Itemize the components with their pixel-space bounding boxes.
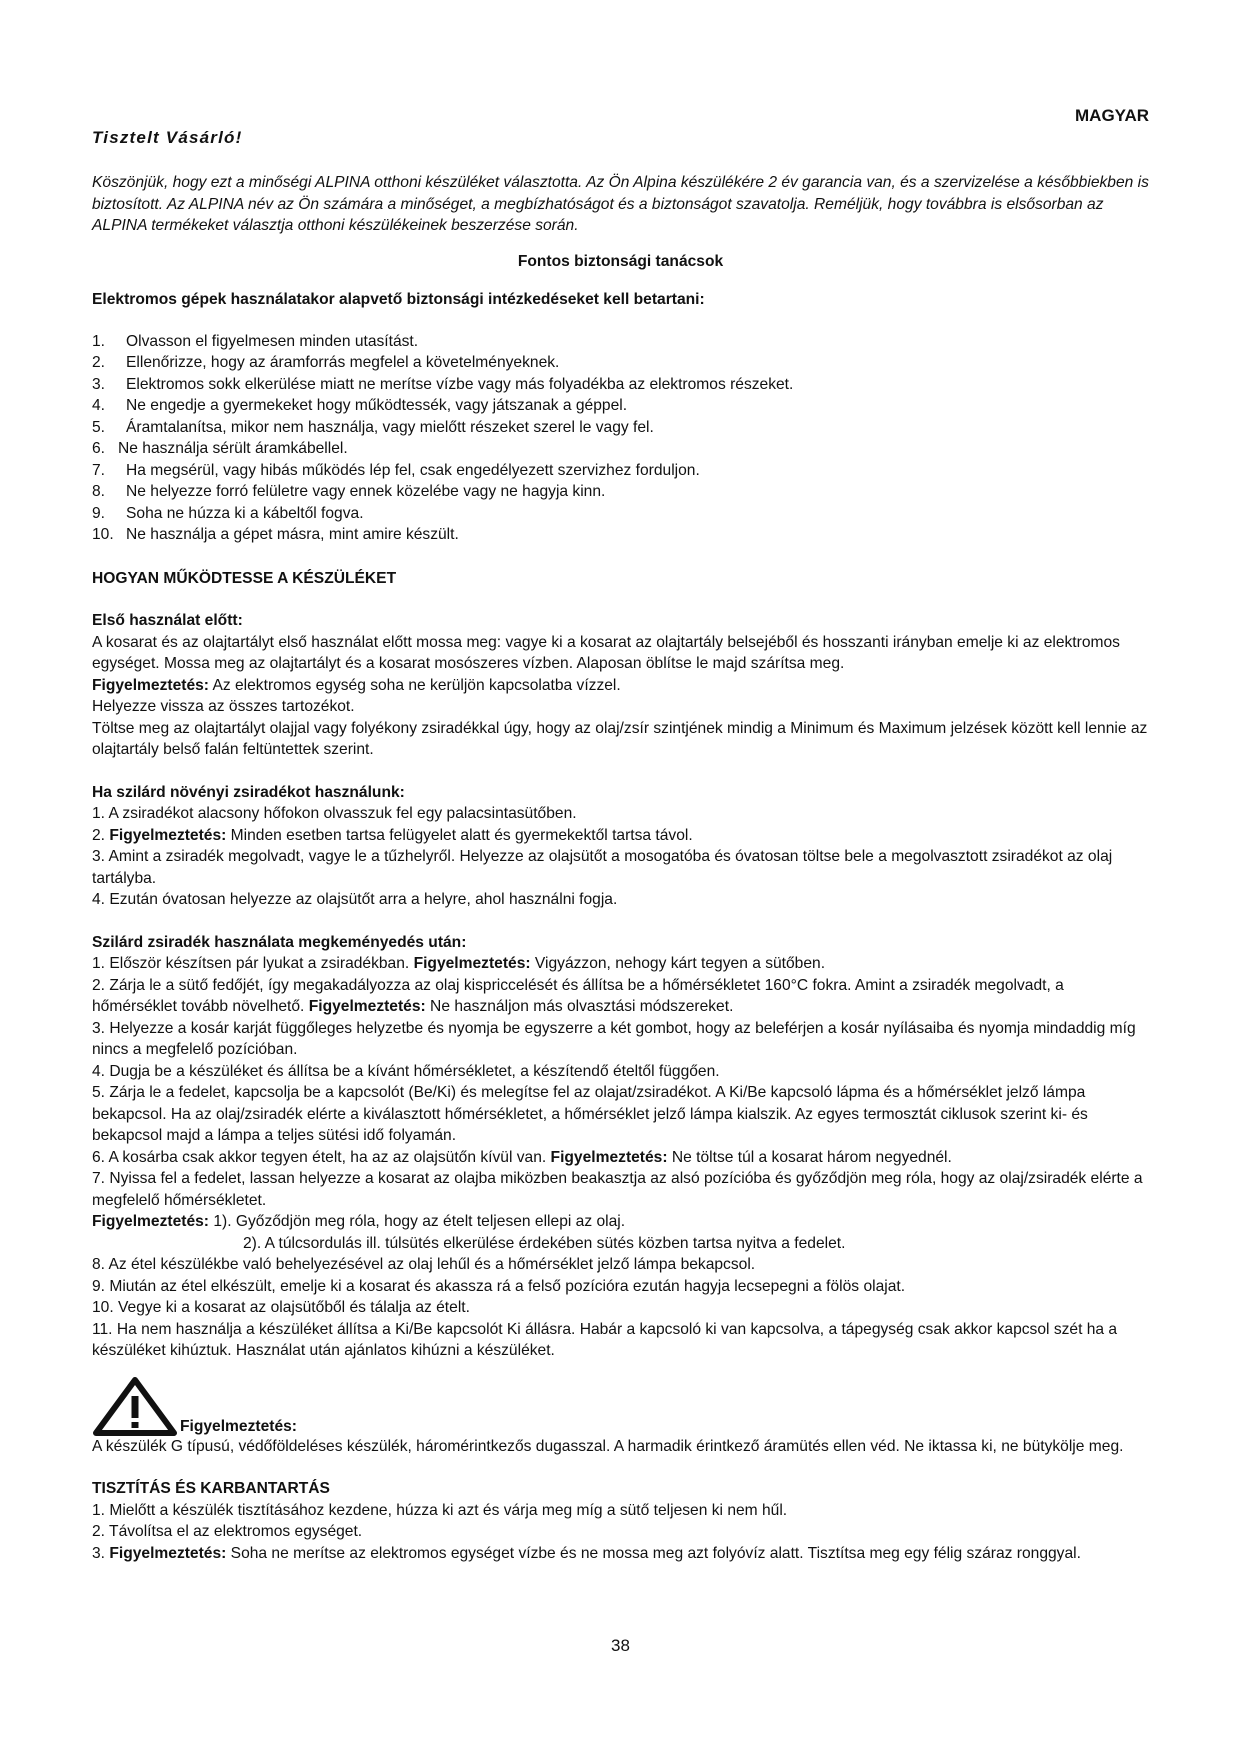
hardened-step-10: 10. Vegye ki a kosarat az olajsütőből és tálalja az ételt. <box>92 1299 470 1316</box>
hardened-step-4: 4. Dugja be a készüléket és állítsa be a kívánt hőmérsékletet, a készítendő ételtől függően. <box>92 1062 720 1080</box>
hardened-step-11: 11. Ha nem használja a készüléket állítsa a Ki/Be kapcsolót Ki állásra. Habár a kapcsoló ki van kapcsolva, a tápegység csak akkor kapcsol szét ha a készüléket kihúztuk. Használat után ajánlatos kihúzni a készüléket. <box>92 1320 1118 1359</box>
hardened-step-8: 8. Az étel készülékbe való behelyezésével az olaj lehűl és a hőmérséklet jelző lámpa bekapcsol. <box>92 1256 756 1273</box>
list-item: 6. Ne használja sérült áramkábellel. <box>92 440 348 457</box>
list-item: 5. Áramtalanítsa, mikor nem használja, vagy mielőtt részeket szerel le vagy fel. <box>92 418 654 436</box>
hardened-warning-2: 2). A túlcsordulás ill. túlsütés elkerülése érdekében sütés közben tartsa nyitva a fedelet. <box>243 1234 846 1252</box>
solid-step-2: 2. Figyelmeztetés: Minden esetben tartsa felügyelet alatt és gyermekektől tartsa távol. <box>92 826 693 844</box>
list-item: 3. Elektromos sokk elkerülése miatt ne merítse vízbe vagy más folyadékba az elektromos részeket. <box>92 375 794 393</box>
solid-step-3: 3. Amint a zsiradék megolvadt, vagye le a tűzhelyről. Helyezze az olajsütőt a mosogatóba és óvatosan töltse bele a megolvasztott zsiradékot az olaj tartályba. <box>92 848 1113 887</box>
hardened-step-7: 7. Nyissa fel a fedelet, lassan helyezze a kosarat az olajba miközben beakasztja az alsó pozícióba és győződjön meg róla, hogy az olaj/zsiradék elérte a megfelelő hőmérsékletet. <box>92 1170 1143 1209</box>
page-body <box>92 172 1149 1564</box>
list-item: 2. Ellenőrizze, hogy az áramforrás megfelel a követelményeknek. <box>92 354 560 371</box>
list-item: 9. Soha ne húzza ki a kábeltől fogva. <box>92 504 364 522</box>
list-item: 10. Ne használja a gépet másra, mint amire készült. <box>92 526 459 543</box>
cleaning-step-2: 2. Távolítsa el az elektromos egységet. <box>92 1523 363 1540</box>
safety-list <box>92 331 1149 546</box>
list-item: 4. Ne engedje a gyermekeket hogy működtessék, vagy játszanak a géppel. <box>92 397 628 414</box>
hardened-step-6: 6. A kosárba csak akkor tegyen ételt, ha az az olajsütőn kívül van. Figyelmeztetés: Ne töltse túl a kosarat három negyednél. <box>92 1148 952 1166</box>
solid-fat-title: Ha szilárd növényi zsiradékot használunk: <box>92 783 405 801</box>
first-use-warning: Figyelmeztetés: Az elektromos egység soha ne kerüljön kapcsolatba vízzel. <box>92 676 621 694</box>
greeting: Tisztelt Vásárló! <box>92 128 243 147</box>
list-item: 7. Ha megsérül, vagy hibás működés lép fel, csak engedélyezett szervizhez forduljon. <box>92 461 700 479</box>
hardened-fat-title: Szilárd zsiradék használata megkeményedés után: <box>92 933 467 951</box>
hardened-warning-1: Figyelmeztetés: 1). Győződjön meg róla, hogy az ételt teljesen ellepi az olaj. <box>92 1213 626 1230</box>
first-use-p1: A kosarat és az olajtartályt első használat előtt mossa meg: vagye ki a kosarat az olajtartály belsejéből és hosszanti irányban emelje ki az elektromos egységet. Mossa meg az olajtartályt és a kosarat mosószeres vízben. Alaposan öblítse le majd szárítsa meg. <box>92 633 1120 672</box>
hardened-step-9: 9. Miután az étel elkészült, emelje ki a kosarat és akassza rá a felső pozícióra ezután hagyja lecsepegni a fölös olajat. <box>92 1277 906 1295</box>
language-label: MAGYAR <box>1075 106 1149 125</box>
warning-text: A készülék G típusú, védőföldeléses készülék, háromérintkezős dugasszal. A harmadik érintkező áramütés ellen véd. Ne iktassa ki, ne bütykölje meg. <box>92 1437 1124 1455</box>
solid-step-1: 1. A zsiradékot alacsony hőfokon olvasszuk fel egy palacsintasütőben. <box>92 805 577 822</box>
safety-title: Fontos biztonsági tanácsok <box>517 252 724 270</box>
cleaning-step-1: 1. Mielőtt a készülék tisztításához kezdene, húzza ki azt és várja meg míg a sütő teljesen ki nem hűl. <box>92 1501 788 1519</box>
operate-heading: HOGYAN MŰKÖDTESSE A KÉSZÜLÉKET <box>92 569 397 587</box>
hardened-step-5: 5. Zárja le a fedelet, kapcsolja be a kapcsolót (Be/Ki) és melegítse fel az olajat/zsiradékot. A Ki/Be kapcsoló lápma és a hőmérséklet jelző lámpa bekapcsol. Ha az olaj/zsiradék elérte a kiválasztott hőmérsékletet, a hőmérséklet jelző lámpa kialszik. Az egyes termosztát ciklusok szerint ki- és bekapcsol majd a lámpa a teljes sütési idő folyamán. <box>92 1084 1088 1144</box>
warning-header <box>92 1376 1149 1436</box>
list-item: 1. Olvasson el figyelmesen minden utasítást. <box>92 332 419 350</box>
safety-lead: Elektromos gépek használatakor alapvető biztonsági intézkedéseket kell betartani: <box>92 291 705 308</box>
hardened-step-2: 2. Zárja le a sütő fedőjét, így megakadályozza az olaj kispriccelését és állítsa be a hőmérsékletet 160°C fokra. Amint a zsiradék megolvadt, a hőmérséklet tovább növelhető. Figyelmeztetés: Ne használjon más olvasztási módszereket. <box>92 976 1064 1015</box>
page-number: 38 <box>611 1636 630 1655</box>
hardened-step-1: 1. Először készítsen pár lyukat a zsiradékban. Figyelmeztetés: Vigyázzon, nehogy kárt tegyen a sütőben. <box>92 955 826 972</box>
intro-paragraph: Köszönjük, hogy ezt a minőségi ALPINA otthoni készüléket választotta. Az Ön Alpina készülékére 2 év garancia van, és a szervizelése a későbbiekben is biztosított. Az ALPINA név az Ön számára a minőséget, a megbízhatóságot és a biztonságot szavatolja. Reméljük, hogy továbbra is elsősorban az ALPINA termékeket választja otthoni készülékeinek beszerzése során. <box>92 174 1149 234</box>
cleaning-heading: TISZTÍTÁS ÉS KARBANTARTÁS <box>92 1480 330 1497</box>
first-use-p3: Töltse meg az olajtartályt olajjal vagy folyékony zsiradékkal úgy, hogy az olaj/zsír szintjének mindig a Minimum és Maximum jelzések között kell lennie az olajtartály belső falán feltüntettek szerint. <box>92 719 1148 758</box>
first-use-title: Első használat előtt: <box>92 612 243 629</box>
warning-triangle-icon <box>92 1376 178 1436</box>
list-item: 8. Ne helyezze forró felületre vagy ennek közelébe vagy ne hagyja kinn. <box>92 483 606 500</box>
warning-title: Figyelmeztetés: <box>180 1418 297 1435</box>
first-use-p2: Helyezze vissza az összes tartozékot. <box>92 698 355 715</box>
hardened-step-3: 3. Helyezze a kosár karját függőleges helyzetbe és nyomja be egyszerre a két gombot, hogy az beleférjen a kosár nyílásaiba és nyomja mindaddig míg nincs a megfelelő pozícióban. <box>92 1019 1136 1058</box>
cleaning-step-3: 3. Figyelmeztetés: Soha ne merítse az elektromos egységet vízbe és ne mossa meg azt folyóvíz alatt. Tisztítsa meg egy félig száraz ronggyal. <box>92 1544 1081 1562</box>
solid-step-4: 4. Ezután óvatosan helyezze az olajsütőt arra a helyre, ahol használni fogja. <box>92 891 618 908</box>
